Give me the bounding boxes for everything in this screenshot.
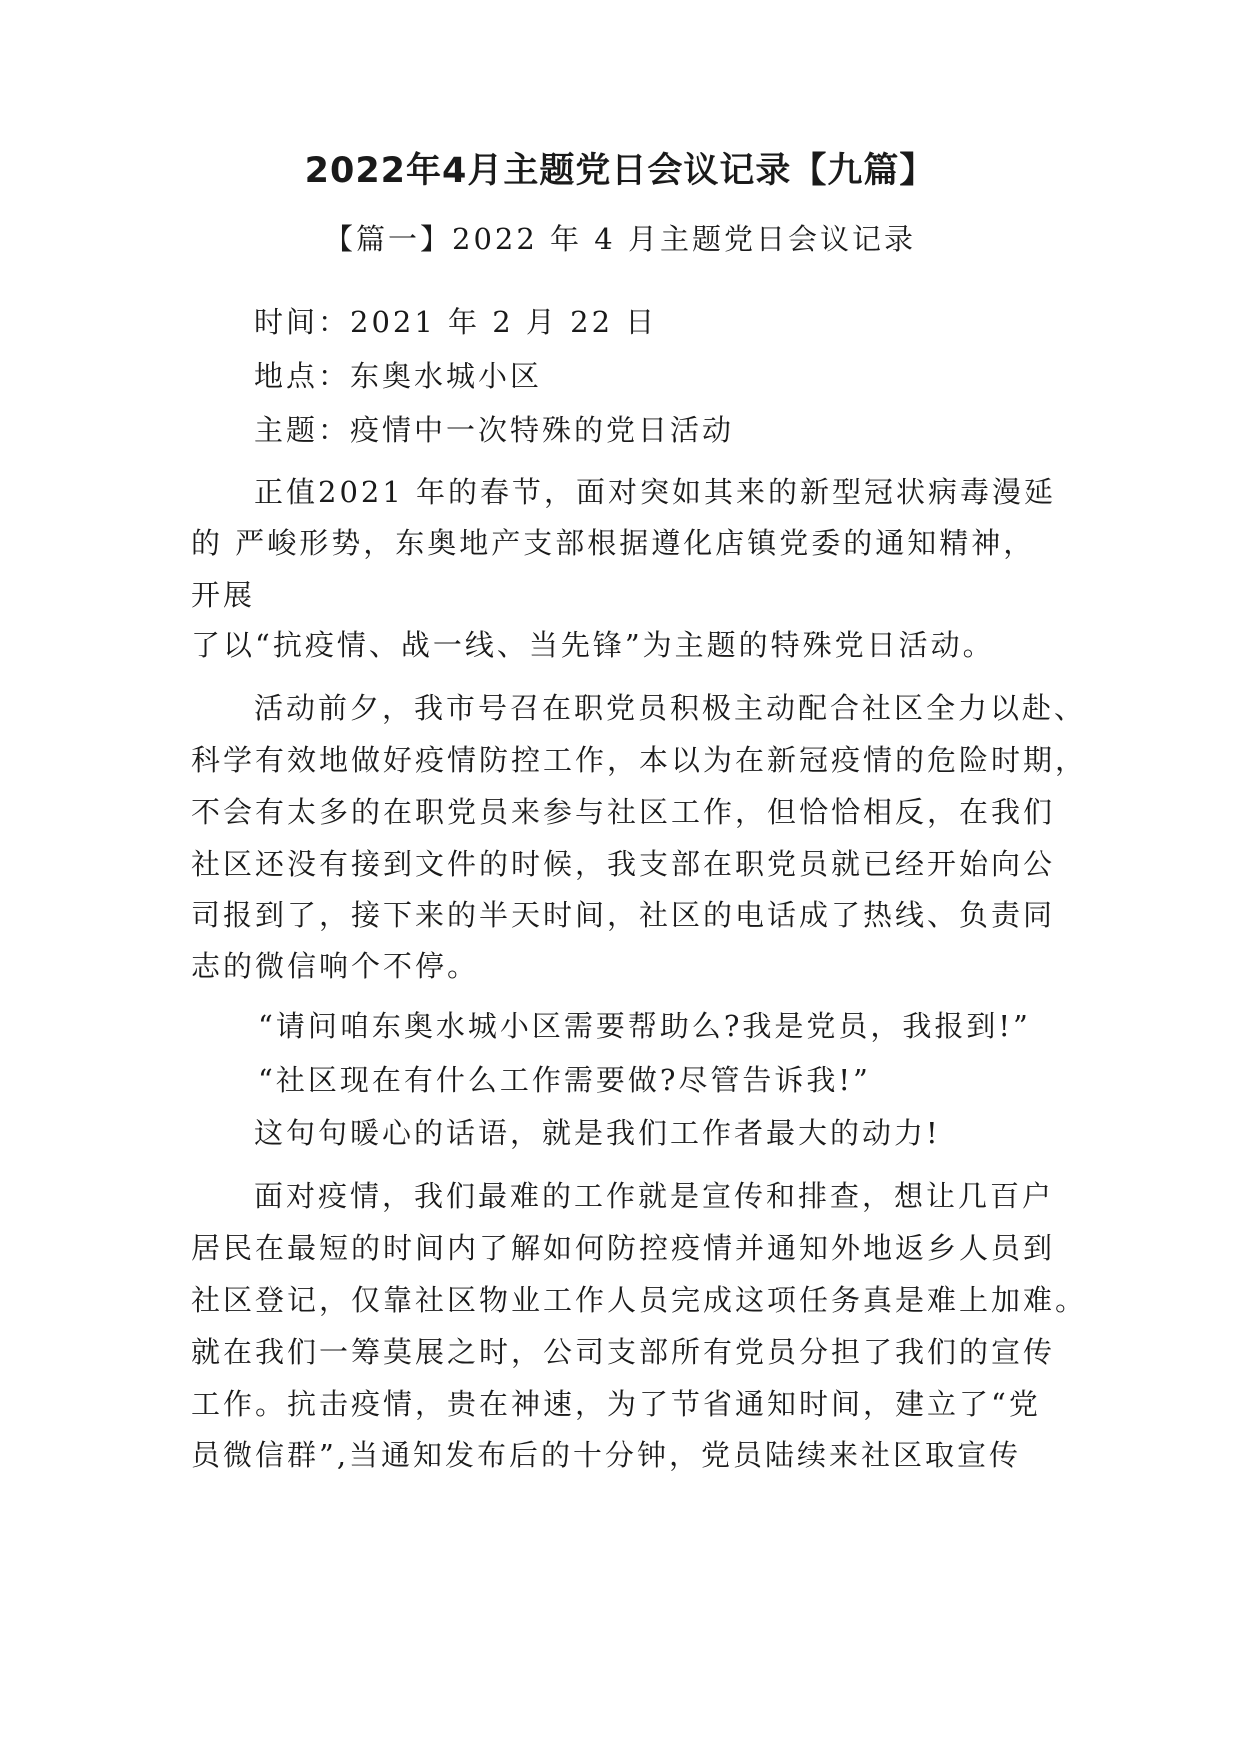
- meta-time: 时间：2021 年 2 月 22 日: [254, 305, 658, 339]
- paragraph-line: 志的微信响个不停。: [191, 949, 480, 983]
- paragraph-line: 的 严峻形势，东奥地产支部根据遵化店镇党委的通知精神，: [191, 526, 1036, 560]
- paragraph-line: 居民在最短的时间内了解如何防控疫情并通知外地返乡人员到: [191, 1231, 1056, 1265]
- paragraph-line: 活动前夕，我市号召在职党员积极主动配合社区全力以赴、: [254, 691, 1087, 725]
- paragraph-line: “社区现在有什么工作需要做?尽管告诉我!”: [258, 1063, 871, 1097]
- section-heading: 【篇一】2022 年 4 月主题党日会议记录: [324, 222, 916, 256]
- paragraph-line: 不会有太多的在职党员来参与社区工作，但恰恰相反，在我们: [191, 795, 1056, 829]
- meta-place: 地点：东奥水城小区: [254, 359, 543, 393]
- paragraph-line: 正值2021 年的春节，面对突如其来的新型冠状病毒漫延: [254, 475, 1057, 509]
- paragraph-line: “请问咱东奥水城小区需要帮助么?我是党员，我报到!”: [258, 1009, 1031, 1043]
- paragraph-line: 了以“抗疫情、战一线、当先锋”为主题的特殊党日活动。: [191, 628, 995, 662]
- paragraph-line: 开展: [191, 578, 256, 612]
- paragraph-line: 这句句暖心的话语，就是我们工作者最大的动力!: [254, 1116, 941, 1150]
- paragraph-line: 工作。抗击疫情，贵在神速，为了节省通知时间，建立了“党: [191, 1387, 1041, 1421]
- paragraph-line: 面对疫情，我们最难的工作就是宣传和排查，想让几百户: [254, 1179, 1055, 1213]
- paragraph-line: 社区还没有接到文件的时候，我支部在职党员就已经开始向公: [191, 847, 1056, 881]
- paragraph-line: 司报到了，接下来的半天时间，社区的电话成了热线、负责同: [191, 898, 1056, 932]
- meta-theme: 主题：疫情中一次特殊的党日活动: [254, 413, 735, 447]
- paragraph-line: 就在我们一筹莫展之时，公司支部所有党员分担了我们的宣传: [191, 1335, 1056, 1369]
- document-title: 2022年4月主题党日会议记录【九篇】: [304, 151, 936, 191]
- paragraph-line: 社区登记，仅靠社区物业工作人员完成这项任务真是难上加难。: [191, 1283, 1088, 1317]
- paragraph-line: 科学有效地做好疫情防控工作，本以为在新冠疫情的危险时期，: [191, 743, 1088, 777]
- paragraph-line: 员微信群”,当通知发布后的十分钟，党员陆续来社区取宣传: [191, 1438, 1022, 1472]
